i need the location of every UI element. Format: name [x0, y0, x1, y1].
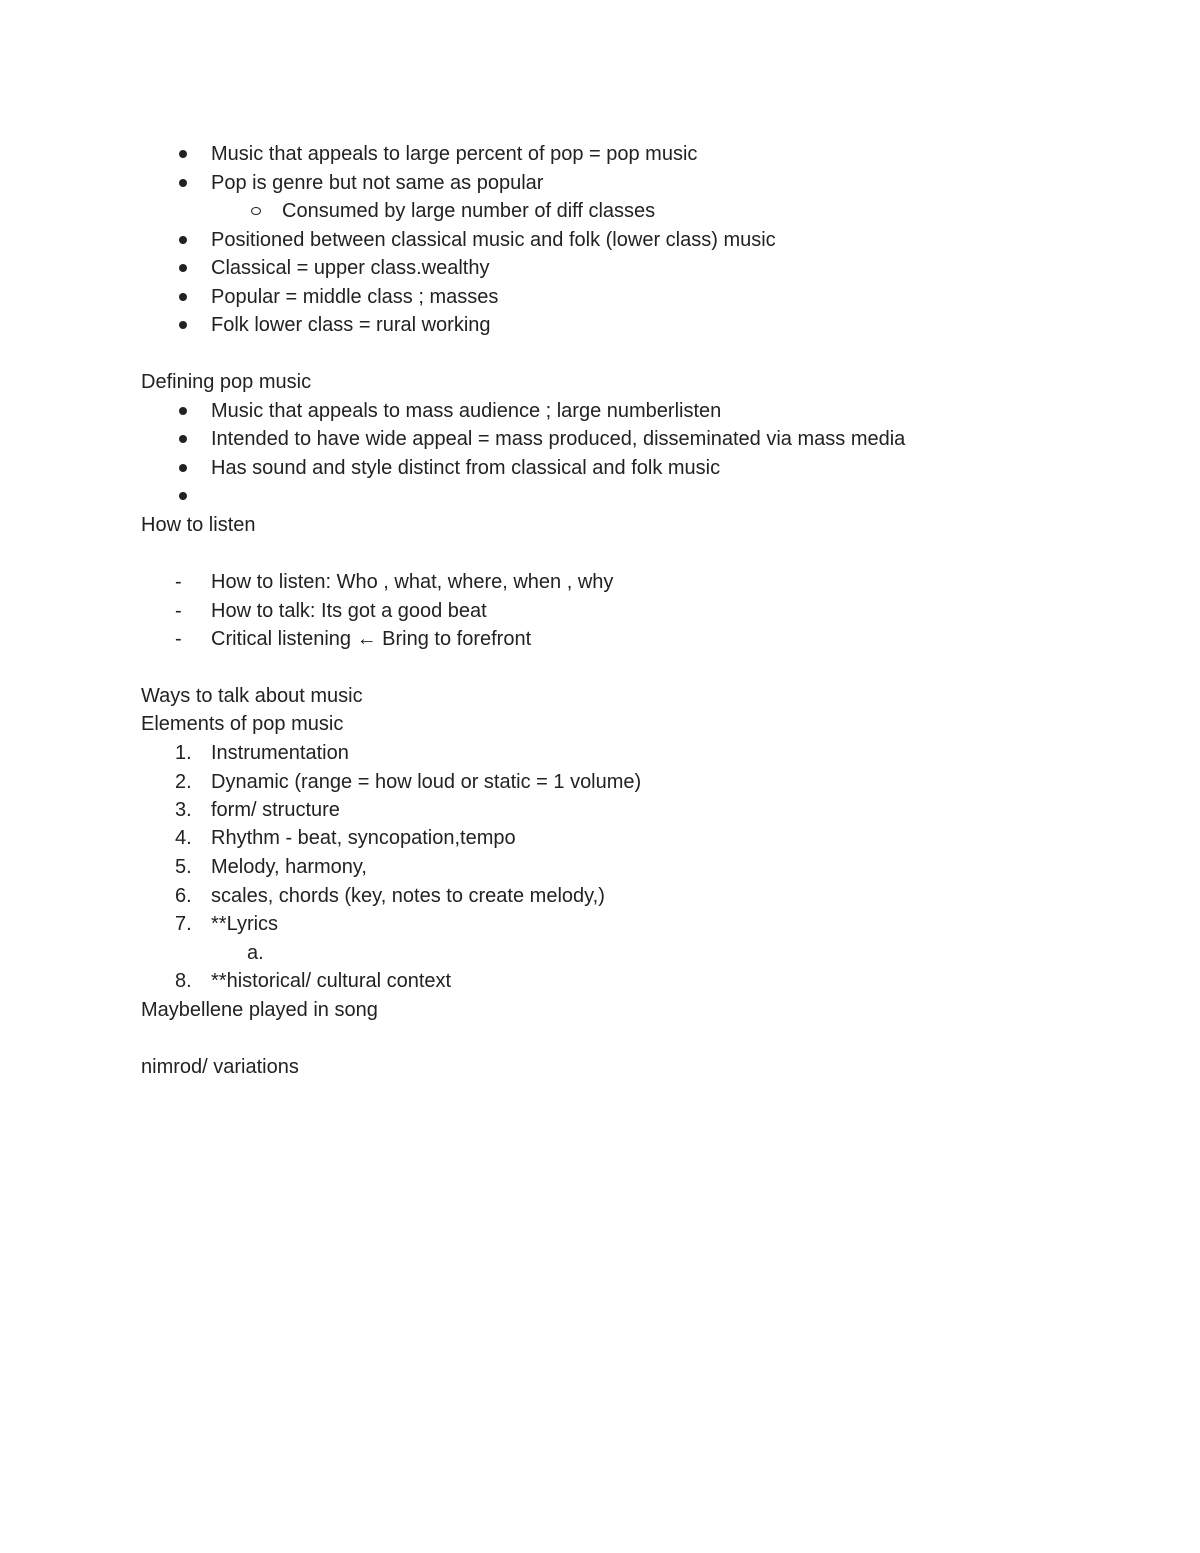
- bullet-ring-icon: [251, 207, 261, 215]
- bullet-dot-icon: [179, 293, 187, 301]
- list-number: 1.: [175, 742, 192, 764]
- bullet-dot-icon: [179, 236, 187, 244]
- list-item-text: Positioned between classical music and folk (lower class) music: [211, 229, 776, 251]
- list-number: 2.: [175, 771, 192, 793]
- bullet-dot-icon: [179, 321, 187, 329]
- list-item-text: Music that appeals to large percent of pop = pop music: [211, 143, 698, 165]
- list-number: 6.: [175, 885, 192, 907]
- list-item-text: Pop is genre but not same as popular: [211, 172, 544, 194]
- list-number: 3.: [175, 799, 192, 821]
- list-item-text: **Lyrics: [211, 913, 279, 935]
- list-item-text: Melody, harmony,: [211, 856, 367, 878]
- bullet-dot-icon: [179, 435, 187, 443]
- bullet-dot-icon: [179, 492, 187, 500]
- section-heading: Defining pop music: [141, 371, 312, 393]
- bullet-dot-icon: [179, 150, 187, 158]
- list-item-text: Popular = middle class ; masses: [211, 286, 499, 308]
- bullet-dot-icon: [179, 179, 187, 187]
- list-item-text: Music that appeals to mass audience ; large numberlisten: [211, 400, 722, 422]
- list-item-text: Intended to have wide appeal = mass produced, disseminated via mass media: [211, 428, 906, 450]
- list-item-text: scales, chords (key, notes to create melody,): [211, 885, 605, 907]
- list-number: 5.: [175, 856, 192, 878]
- list-item-text: Has sound and style distinct from classical and folk music: [211, 457, 721, 479]
- list-number: 7.: [175, 913, 192, 935]
- bullet-dot-icon: [179, 264, 187, 272]
- bullet-dot-icon: [179, 407, 187, 415]
- paragraph-text: nimrod/ variations: [141, 1056, 299, 1078]
- dash-marker: -: [175, 600, 182, 622]
- dash-marker: -: [175, 571, 182, 593]
- list-item-text: Critical listening ← Bring to forefront: [211, 628, 532, 650]
- list-item-text: Folk lower class = rural working: [211, 314, 491, 336]
- list-item-text: How to talk: Its got a good beat: [211, 600, 487, 622]
- paragraph-text: Maybellene played in song: [141, 999, 378, 1021]
- list-number: 8.: [175, 970, 192, 992]
- list-item-text: Rhythm - beat, syncopation,tempo: [211, 827, 516, 849]
- section-heading: Ways to talk about music: [141, 685, 363, 707]
- list-item-text: Instrumentation: [211, 742, 349, 764]
- list-item-text: Classical = upper class.wealthy: [211, 257, 490, 279]
- list-item-text: Dynamic (range = how loud or static = 1 volume): [211, 771, 642, 793]
- bullet-dot-icon: [179, 464, 187, 472]
- list-item-text: **historical/ cultural context: [211, 970, 452, 992]
- list-item-text: Consumed by large number of diff classes: [282, 200, 656, 222]
- list-item-text: form/ structure: [211, 799, 340, 821]
- section-heading: Elements of pop music: [141, 713, 344, 735]
- list-letter: a.: [247, 942, 264, 964]
- list-number: 4.: [175, 827, 192, 849]
- section-heading: How to listen: [141, 514, 256, 536]
- dash-marker: -: [175, 628, 182, 650]
- list-item-text: How to listen: Who , what, where, when , why: [211, 571, 614, 593]
